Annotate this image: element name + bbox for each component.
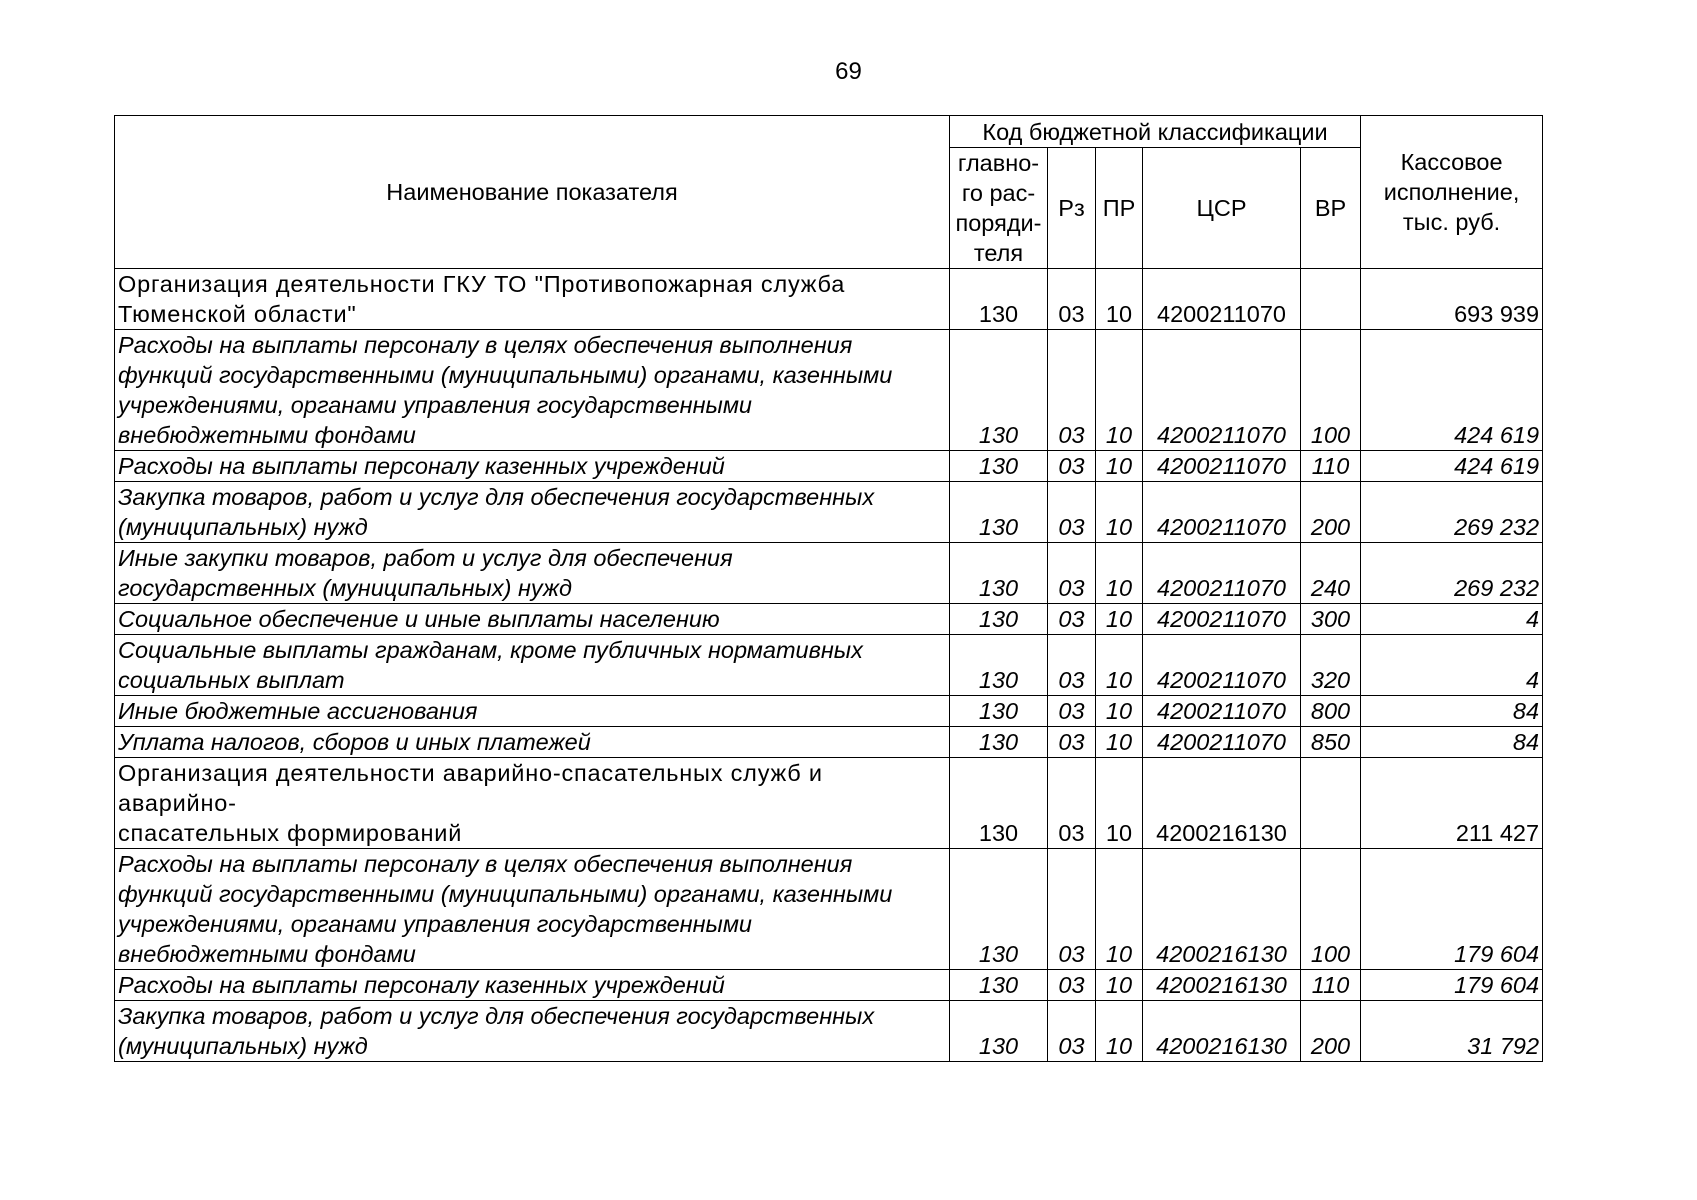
row-name-line: Расходы на выплаты персоналу в целях обеспечения выполнения [118, 851, 853, 877]
row-rz-code: 03 [1048, 849, 1096, 970]
table-row [115, 696, 1543, 727]
row-name-line: Иные бюджетные ассигнования [118, 698, 478, 724]
row-name [115, 1001, 950, 1062]
row-rz-code: 03 [1048, 482, 1096, 543]
row-vr-code: 320 [1301, 635, 1361, 696]
row-name-line: (муниципальных) нужд [118, 1033, 368, 1059]
row-glav-code: 130 [950, 543, 1048, 604]
row-amount: 269 232 [1361, 482, 1543, 543]
row-pr-code: 10 [1096, 482, 1143, 543]
row-amount: 269 232 [1361, 543, 1543, 604]
row-name-line: Расходы на выплаты персоналу казенных учреждений [118, 972, 725, 998]
row-amount: 84 [1361, 727, 1543, 758]
row-name-line: Закупка товаров, работ и услуг для обеспечения государственных [118, 1003, 875, 1029]
row-csr-code: 4200211070 [1143, 635, 1301, 696]
row-pr-code: 10 [1096, 604, 1143, 635]
row-csr-code: 4200211070 [1143, 482, 1301, 543]
row-csr-code: 4200211070 [1143, 330, 1301, 451]
header-glavnogo [950, 148, 1048, 269]
header-glavnogo-line: теля [973, 240, 1024, 266]
row-pr-code: 10 [1096, 758, 1143, 849]
row-vr-code: 200 [1301, 482, 1361, 543]
row-pr-code: 10 [1096, 727, 1143, 758]
row-glav-code: 130 [950, 269, 1048, 330]
row-name [115, 604, 950, 635]
row-glav-code: 130 [950, 970, 1048, 1001]
row-csr-code: 4200211070 [1143, 269, 1301, 330]
row-name-line: Иные закупки товаров, работ и услуг для обеспечения [118, 545, 733, 571]
row-csr-code: 4200216130 [1143, 1001, 1301, 1062]
row-vr-code: 800 [1301, 696, 1361, 727]
row-name-line: учреждениями, органами управления государственными [118, 392, 753, 418]
row-name [115, 696, 950, 727]
table-row [115, 543, 1543, 604]
row-name-line: (муниципальных) нужд [118, 514, 368, 540]
row-pr-code: 10 [1096, 696, 1143, 727]
table-row [115, 451, 1543, 482]
row-name [115, 849, 950, 970]
row-amount: 179 604 [1361, 849, 1543, 970]
row-name-line: Расходы на выплаты персоналу казенных учреждений [118, 453, 725, 479]
table-row [115, 604, 1543, 635]
header-amount-line: тыс. руб. [1402, 209, 1501, 235]
row-vr-code: 850 [1301, 727, 1361, 758]
row-rz-code: 03 [1048, 543, 1096, 604]
row-amount: 424 619 [1361, 451, 1543, 482]
header-glavnogo-line: поряди- [955, 210, 1042, 236]
row-name-line: Организация деятельности аварийно-спасательных служб и аварийно- [118, 760, 823, 816]
row-rz-code: 03 [1048, 970, 1096, 1001]
row-rz-code: 03 [1048, 758, 1096, 849]
row-amount: 4 [1361, 635, 1543, 696]
row-amount: 179 604 [1361, 970, 1543, 1001]
row-csr-code: 4200211070 [1143, 727, 1301, 758]
row-rz-code: 03 [1048, 1001, 1096, 1062]
header-name: Наименование показателя [115, 116, 950, 269]
row-amount: 211 427 [1361, 758, 1543, 849]
row-pr-code: 10 [1096, 543, 1143, 604]
row-vr-code: 100 [1301, 330, 1361, 451]
row-name [115, 970, 950, 1001]
row-glav-code: 130 [950, 635, 1048, 696]
header-amount-line: исполнение, [1383, 179, 1520, 205]
row-name-line: Закупка товаров, работ и услуг для обеспечения государственных [118, 484, 875, 510]
row-csr-code: 4200211070 [1143, 696, 1301, 727]
row-rz-code: 03 [1048, 269, 1096, 330]
header-classification-group: Код бюджетной классификации [950, 116, 1361, 148]
row-pr-code: 10 [1096, 330, 1143, 451]
row-name-line: Социальное обеспечение и иные выплаты населению [118, 606, 720, 632]
header-glavnogo-line: го рас- [961, 180, 1036, 206]
row-vr-code: 240 [1301, 543, 1361, 604]
row-glav-code: 130 [950, 1001, 1048, 1062]
header-glavnogo-line: главно- [957, 150, 1040, 176]
row-name [115, 482, 950, 543]
row-vr-code [1301, 758, 1361, 849]
row-pr-code: 10 [1096, 970, 1143, 1001]
table-row [115, 635, 1543, 696]
row-vr-code: 110 [1301, 451, 1361, 482]
row-pr-code: 10 [1096, 635, 1143, 696]
row-pr-code: 10 [1096, 849, 1143, 970]
header-amount-line: Кассовое [1400, 149, 1503, 175]
row-rz-code: 03 [1048, 696, 1096, 727]
row-name [115, 269, 950, 330]
row-name [115, 727, 950, 758]
table-row [115, 482, 1543, 543]
row-rz-code: 03 [1048, 451, 1096, 482]
row-name [115, 330, 950, 451]
row-csr-code: 4200216130 [1143, 849, 1301, 970]
row-glav-code: 130 [950, 696, 1048, 727]
header-pr: ПР [1096, 148, 1143, 269]
row-pr-code: 10 [1096, 1001, 1143, 1062]
table-row [115, 269, 1543, 330]
row-name-line: учреждениями, органами управления государственными [118, 911, 753, 937]
row-pr-code: 10 [1096, 451, 1143, 482]
header-rz: Рз [1048, 148, 1096, 269]
row-name-line: внебюджетными фондами [118, 941, 416, 967]
row-name [115, 635, 950, 696]
row-rz-code: 03 [1048, 330, 1096, 451]
row-rz-code: 03 [1048, 727, 1096, 758]
table-header [115, 116, 1543, 269]
row-glav-code: 130 [950, 451, 1048, 482]
row-csr-code: 4200216130 [1143, 758, 1301, 849]
row-name-line: Уплата налогов, сборов и иных платежей [118, 729, 591, 755]
row-glav-code: 130 [950, 482, 1048, 543]
row-name [115, 758, 950, 849]
row-vr-code: 300 [1301, 604, 1361, 635]
row-name [115, 543, 950, 604]
row-name [115, 451, 950, 482]
table-row [115, 1001, 1543, 1062]
table-row [115, 849, 1543, 970]
row-name-line: функций государственными (муниципальными) органами, казенными [118, 881, 893, 907]
row-csr-code: 4200211070 [1143, 604, 1301, 635]
row-vr-code: 200 [1301, 1001, 1361, 1062]
row-amount: 4 [1361, 604, 1543, 635]
row-csr-code: 4200211070 [1143, 543, 1301, 604]
row-amount: 31 792 [1361, 1001, 1543, 1062]
row-amount: 84 [1361, 696, 1543, 727]
row-rz-code: 03 [1048, 604, 1096, 635]
row-name-line: Расходы на выплаты персоналу в целях обеспечения выполнения [118, 332, 853, 358]
row-csr-code: 4200211070 [1143, 451, 1301, 482]
row-name-line: внебюджетными фондами [118, 422, 416, 448]
header-amount [1361, 116, 1543, 269]
table-body [115, 269, 1543, 1062]
row-name-line: Тюменской области" [118, 301, 357, 327]
row-name-line: спасательных формирований [118, 820, 463, 846]
header-vr: ВР [1301, 148, 1361, 269]
table-row [115, 970, 1543, 1001]
row-glav-code: 130 [950, 727, 1048, 758]
row-name-line: социальных выплат [118, 667, 345, 693]
table-row [115, 727, 1543, 758]
row-csr-code: 4200216130 [1143, 970, 1301, 1001]
row-name-line: государственных (муниципальных) нужд [118, 575, 573, 601]
row-name-line: функций государственными (муниципальными) органами, казенными [118, 362, 893, 388]
budget-table [114, 115, 1543, 1062]
row-vr-code: 110 [1301, 970, 1361, 1001]
header-csr: ЦСР [1143, 148, 1301, 269]
row-vr-code [1301, 269, 1361, 330]
page-number: 69 [835, 58, 862, 85]
row-glav-code: 130 [950, 604, 1048, 635]
row-rz-code: 03 [1048, 635, 1096, 696]
table-row [115, 330, 1543, 451]
row-glav-code: 130 [950, 330, 1048, 451]
row-name-line: Организация деятельности ГКУ ТО "Противопожарная служба [118, 271, 846, 297]
row-glav-code: 130 [950, 758, 1048, 849]
table-row [115, 758, 1543, 849]
row-glav-code: 130 [950, 849, 1048, 970]
row-amount: 424 619 [1361, 330, 1543, 451]
row-amount: 693 939 [1361, 269, 1543, 330]
row-vr-code: 100 [1301, 849, 1361, 970]
row-pr-code: 10 [1096, 269, 1143, 330]
row-name-line: Социальные выплаты гражданам, кроме публичных нормативных [118, 637, 863, 663]
